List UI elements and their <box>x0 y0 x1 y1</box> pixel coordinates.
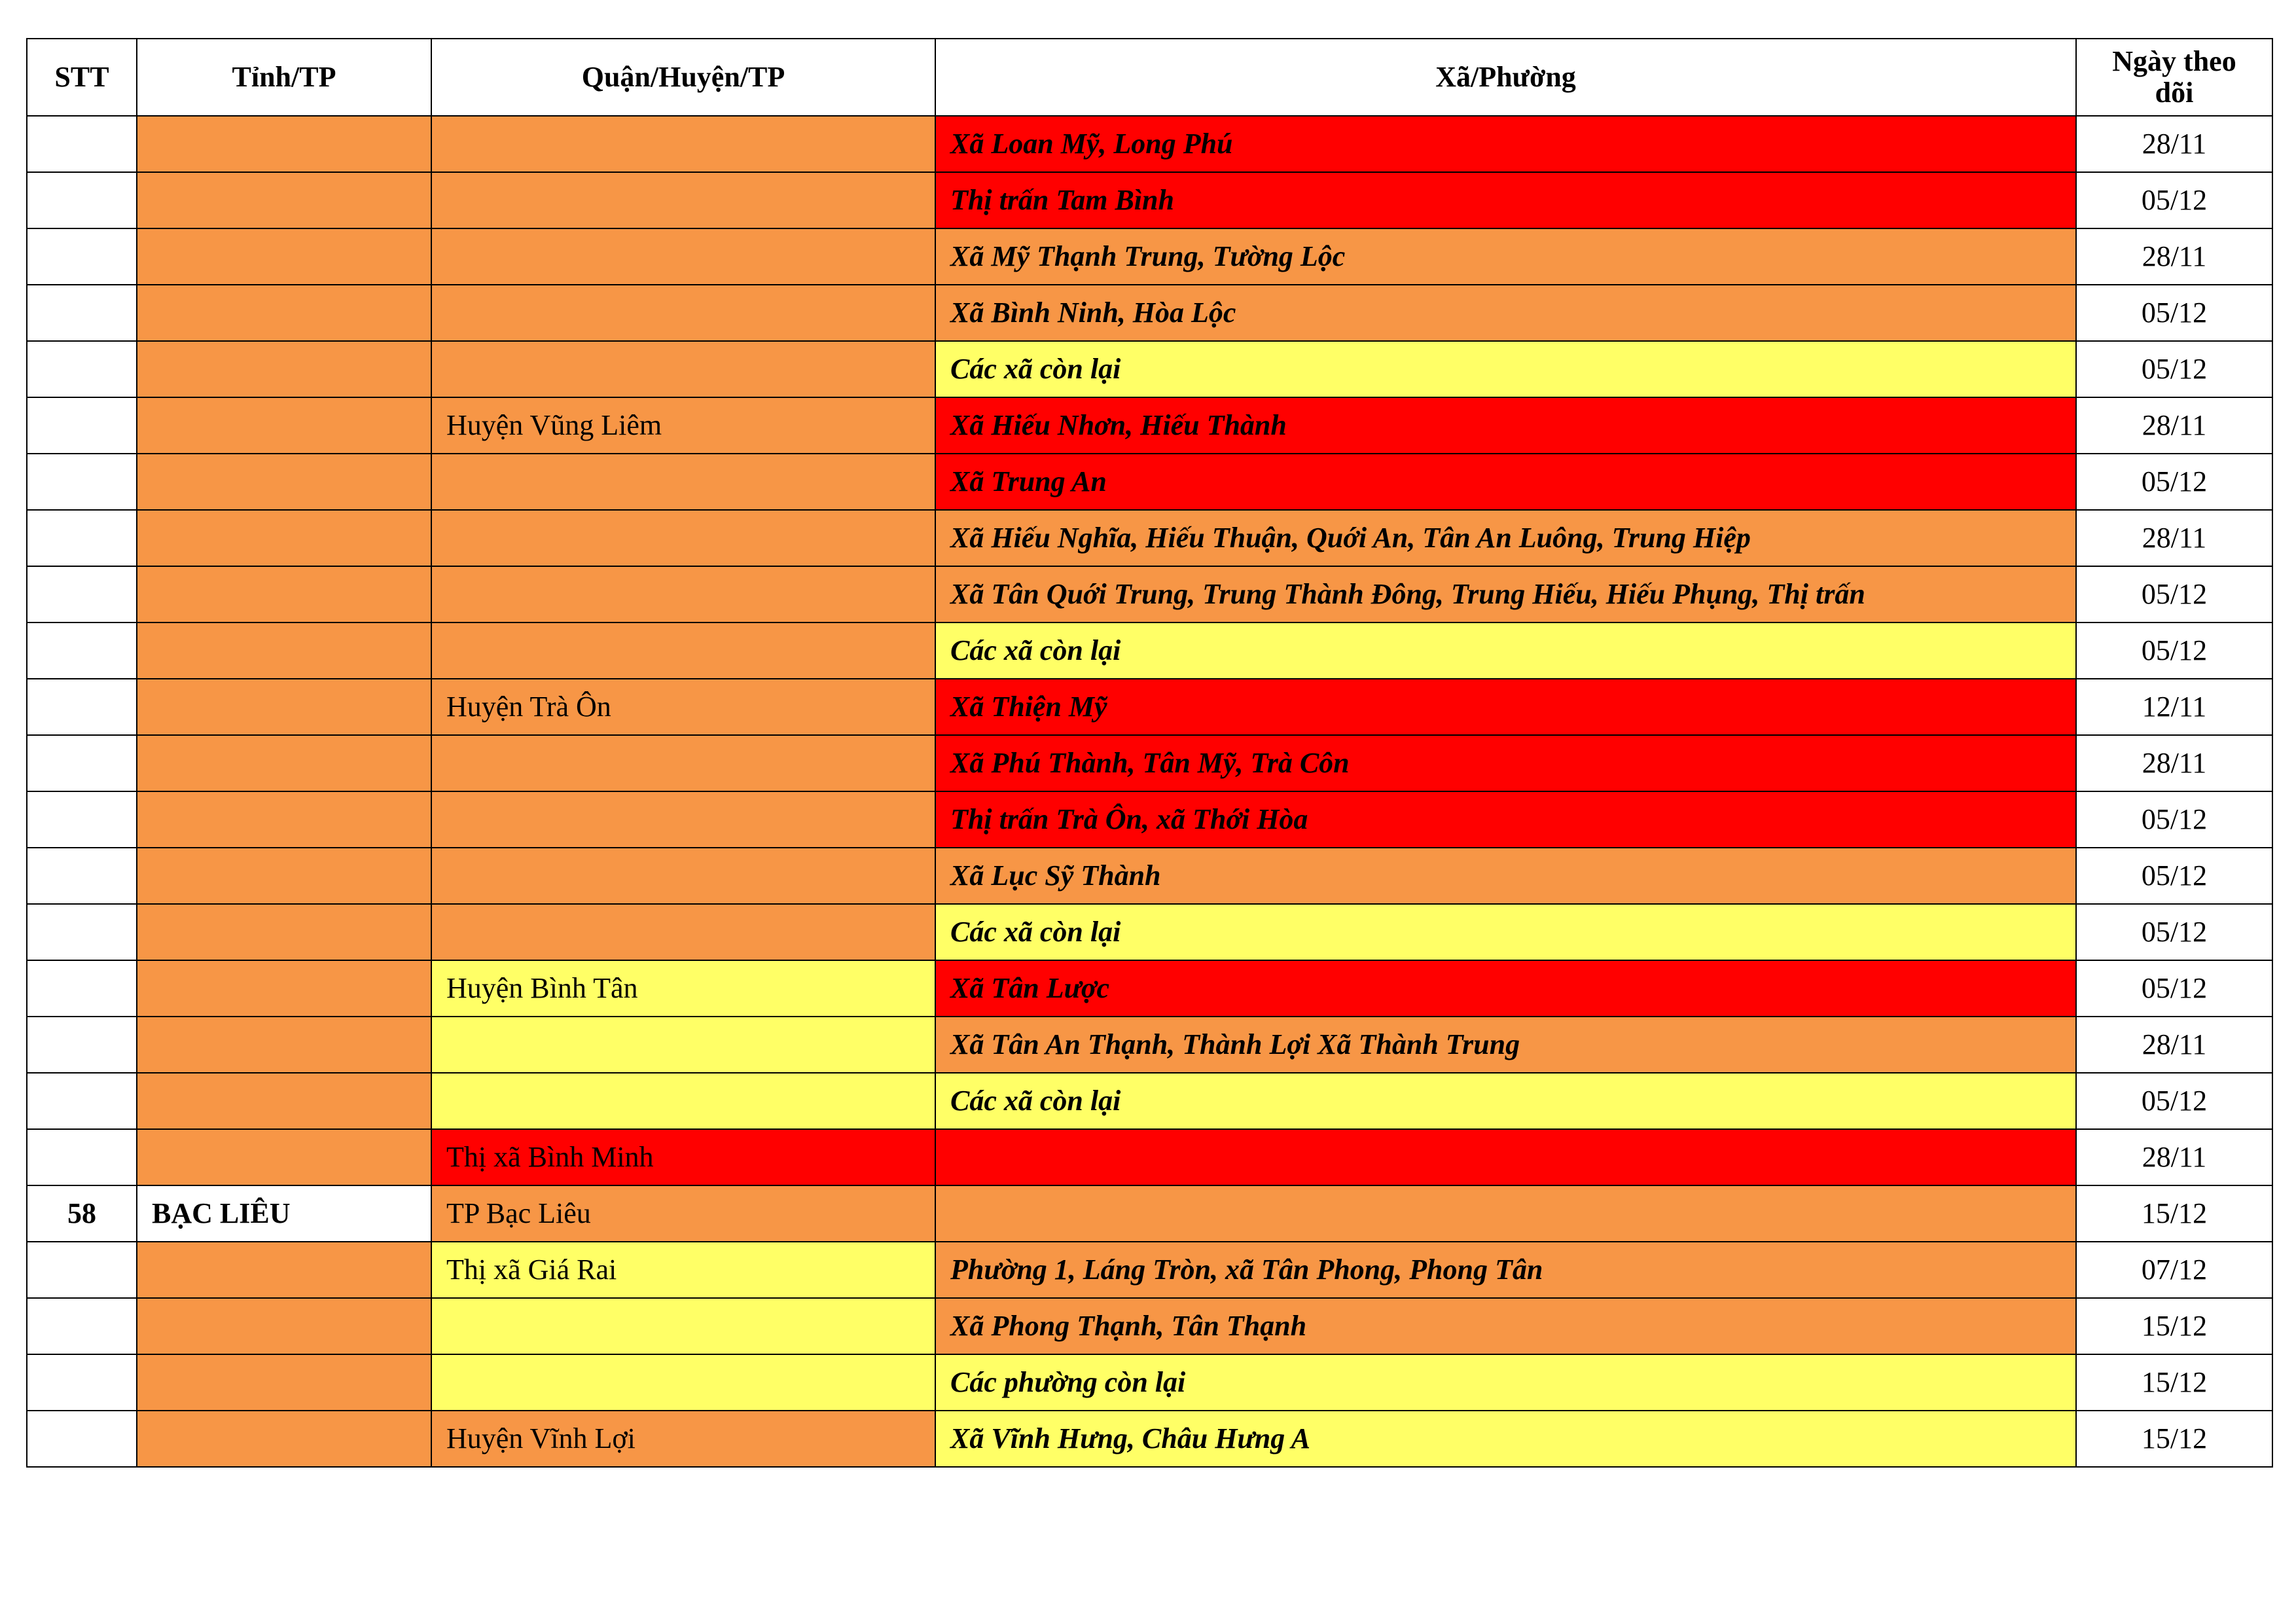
table-row <box>27 566 2272 623</box>
province-cell <box>137 1242 431 1298</box>
date-cell: 28/11 <box>2076 1129 2272 1185</box>
district-cell <box>431 454 935 510</box>
district-cell <box>431 228 935 285</box>
date-cell: 07/12 <box>2076 1242 2272 1298</box>
date-cell: 05/12 <box>2076 1073 2272 1129</box>
stt-cell <box>27 735 137 791</box>
table-row <box>27 1242 2272 1298</box>
header-row <box>27 39 2272 116</box>
province-cell <box>137 904 431 960</box>
district-cell <box>431 1298 935 1354</box>
date-cell: 05/12 <box>2076 285 2272 341</box>
stt-cell <box>27 623 137 679</box>
ward-cell: Xã Mỹ Thạnh Trung, Tường Lộc <box>935 228 2076 285</box>
risk-level-table <box>26 38 2273 1468</box>
date-cell: 15/12 <box>2076 1298 2272 1354</box>
district-cell: Huyện Vũng Liêm <box>431 397 935 454</box>
ward-cell: Các xã còn lại <box>935 904 2076 960</box>
district-cell <box>431 341 935 397</box>
stt-cell <box>27 1411 137 1467</box>
district-cell <box>431 285 935 341</box>
stt-cell <box>27 285 137 341</box>
header-ward: Xã/Phường <box>935 39 2076 116</box>
date-cell: 28/11 <box>2076 397 2272 454</box>
ward-cell: Xã Vĩnh Hưng, Châu Hưng A <box>935 1411 2076 1467</box>
table-row <box>27 623 2272 679</box>
ward-cell <box>935 1185 2076 1242</box>
district-cell: Thị xã Bình Minh <box>431 1129 935 1185</box>
date-cell: 05/12 <box>2076 623 2272 679</box>
ward-cell: Thị trấn Trà Ôn, xã Thới Hòa <box>935 791 2076 848</box>
ward-cell: Xã Tân Quới Trung, Trung Thành Đông, Trung Hiếu, Hiếu Phụng, Thị trấn <box>935 566 2076 623</box>
stt-cell <box>27 172 137 228</box>
table-row <box>27 960 2272 1017</box>
province-cell <box>137 735 431 791</box>
header-date: Ngày theo dõi <box>2076 39 2272 116</box>
date-cell: 28/11 <box>2076 228 2272 285</box>
ward-cell: Phường 1, Láng Tròn, xã Tân Phong, Phong Tân <box>935 1242 2076 1298</box>
province-cell <box>137 285 431 341</box>
stt-cell <box>27 848 137 904</box>
stt-cell <box>27 1242 137 1298</box>
table-body <box>27 116 2272 1467</box>
date-cell: 15/12 <box>2076 1411 2272 1467</box>
district-cell <box>431 510 935 566</box>
stt-cell <box>27 679 137 735</box>
date-cell: 05/12 <box>2076 172 2272 228</box>
stt-cell <box>27 510 137 566</box>
table-row <box>27 679 2272 735</box>
province-cell <box>137 1073 431 1129</box>
district-cell: Huyện Trà Ôn <box>431 679 935 735</box>
date-cell: 05/12 <box>2076 848 2272 904</box>
stt-cell: 58 <box>27 1185 137 1242</box>
table-row <box>27 1129 2272 1185</box>
province-cell <box>137 116 431 172</box>
province-cell <box>137 679 431 735</box>
date-cell: 28/11 <box>2076 116 2272 172</box>
province-cell <box>137 566 431 623</box>
table-row <box>27 454 2272 510</box>
table-row <box>27 848 2272 904</box>
ward-cell: Xã Trung An <box>935 454 2076 510</box>
ward-cell <box>935 1129 2076 1185</box>
district-cell: Huyện Vĩnh Lợi <box>431 1411 935 1467</box>
ward-cell: Xã Tân An Thạnh, Thành Lợi Xã Thành Trung <box>935 1017 2076 1073</box>
district-cell <box>431 116 935 172</box>
date-cell: 28/11 <box>2076 510 2272 566</box>
district-cell <box>431 172 935 228</box>
province-cell <box>137 791 431 848</box>
table-row <box>27 1354 2272 1411</box>
header-stt: STT <box>27 39 137 116</box>
date-cell: 12/11 <box>2076 679 2272 735</box>
date-cell: 15/12 <box>2076 1354 2272 1411</box>
ward-cell: Xã Thiện Mỹ <box>935 679 2076 735</box>
stt-cell <box>27 1354 137 1411</box>
province-cell <box>137 960 431 1017</box>
province-cell <box>137 1354 431 1411</box>
table-row <box>27 904 2272 960</box>
date-cell: 05/12 <box>2076 566 2272 623</box>
date-cell: 05/12 <box>2076 904 2272 960</box>
district-cell: TP Bạc Liêu <box>431 1185 935 1242</box>
ward-cell: Các phường còn lại <box>935 1354 2076 1411</box>
province-cell: BẠC LIÊU <box>137 1185 431 1242</box>
ward-cell: Xã Tân Lược <box>935 960 2076 1017</box>
header-province: Tỉnh/TP <box>137 39 431 116</box>
stt-cell <box>27 1073 137 1129</box>
district-cell <box>431 566 935 623</box>
table-row <box>27 116 2272 172</box>
district-cell <box>431 848 935 904</box>
table-row <box>27 1185 2272 1242</box>
district-cell <box>431 623 935 679</box>
ward-cell: Xã Lục Sỹ Thành <box>935 848 2076 904</box>
province-cell <box>137 510 431 566</box>
province-cell <box>137 1411 431 1467</box>
district-cell <box>431 1073 935 1129</box>
ward-cell: Xã Loan Mỹ, Long Phú <box>935 116 2076 172</box>
table-row <box>27 172 2272 228</box>
district-cell <box>431 904 935 960</box>
stt-cell <box>27 904 137 960</box>
stt-cell <box>27 116 137 172</box>
district-cell <box>431 1354 935 1411</box>
table-row <box>27 1073 2272 1129</box>
table-row <box>27 285 2272 341</box>
province-cell <box>137 1129 431 1185</box>
stt-cell <box>27 791 137 848</box>
province-cell <box>137 848 431 904</box>
date-cell: 05/12 <box>2076 341 2272 397</box>
ward-cell: Các xã còn lại <box>935 341 2076 397</box>
district-cell <box>431 791 935 848</box>
stt-cell <box>27 228 137 285</box>
ward-cell: Xã Phong Thạnh, Tân Thạnh <box>935 1298 2076 1354</box>
province-cell <box>137 172 431 228</box>
ward-cell: Thị trấn Tam Bình <box>935 172 2076 228</box>
date-cell: 05/12 <box>2076 454 2272 510</box>
date-cell: 28/11 <box>2076 735 2272 791</box>
ward-cell: Xã Phú Thành, Tân Mỹ, Trà Côn <box>935 735 2076 791</box>
stt-cell <box>27 397 137 454</box>
stt-cell <box>27 1129 137 1185</box>
ward-cell: Xã Bình Ninh, Hòa Lộc <box>935 285 2076 341</box>
province-cell <box>137 228 431 285</box>
table-row <box>27 1411 2272 1467</box>
district-cell <box>431 735 935 791</box>
table-row <box>27 791 2272 848</box>
stt-cell <box>27 1017 137 1073</box>
ward-cell: Xã Hiếu Nhơn, Hiếu Thành <box>935 397 2076 454</box>
date-cell: 28/11 <box>2076 1017 2272 1073</box>
stt-cell <box>27 566 137 623</box>
table-row <box>27 735 2272 791</box>
table-row <box>27 1017 2272 1073</box>
table-row <box>27 1298 2272 1354</box>
stt-cell <box>27 454 137 510</box>
province-cell <box>137 1017 431 1073</box>
date-cell: 05/12 <box>2076 960 2272 1017</box>
province-cell <box>137 341 431 397</box>
header-district: Quận/Huyện/TP <box>431 39 935 116</box>
district-cell: Huyện Bình Tân <box>431 960 935 1017</box>
table-row <box>27 228 2272 285</box>
table-row <box>27 397 2272 454</box>
ward-cell: Các xã còn lại <box>935 623 2076 679</box>
stt-cell <box>27 1298 137 1354</box>
table-row <box>27 341 2272 397</box>
table-row <box>27 510 2272 566</box>
stt-cell <box>27 341 137 397</box>
province-cell <box>137 397 431 454</box>
district-cell <box>431 1017 935 1073</box>
ward-cell: Xã Hiếu Nghĩa, Hiếu Thuận, Quới An, Tân An Luông, Trung Hiệp <box>935 510 2076 566</box>
district-cell: Thị xã Giá Rai <box>431 1242 935 1298</box>
date-cell: 05/12 <box>2076 791 2272 848</box>
province-cell <box>137 623 431 679</box>
date-cell: 15/12 <box>2076 1185 2272 1242</box>
province-cell <box>137 454 431 510</box>
province-cell <box>137 1298 431 1354</box>
ward-cell: Các xã còn lại <box>935 1073 2076 1129</box>
stt-cell <box>27 960 137 1017</box>
